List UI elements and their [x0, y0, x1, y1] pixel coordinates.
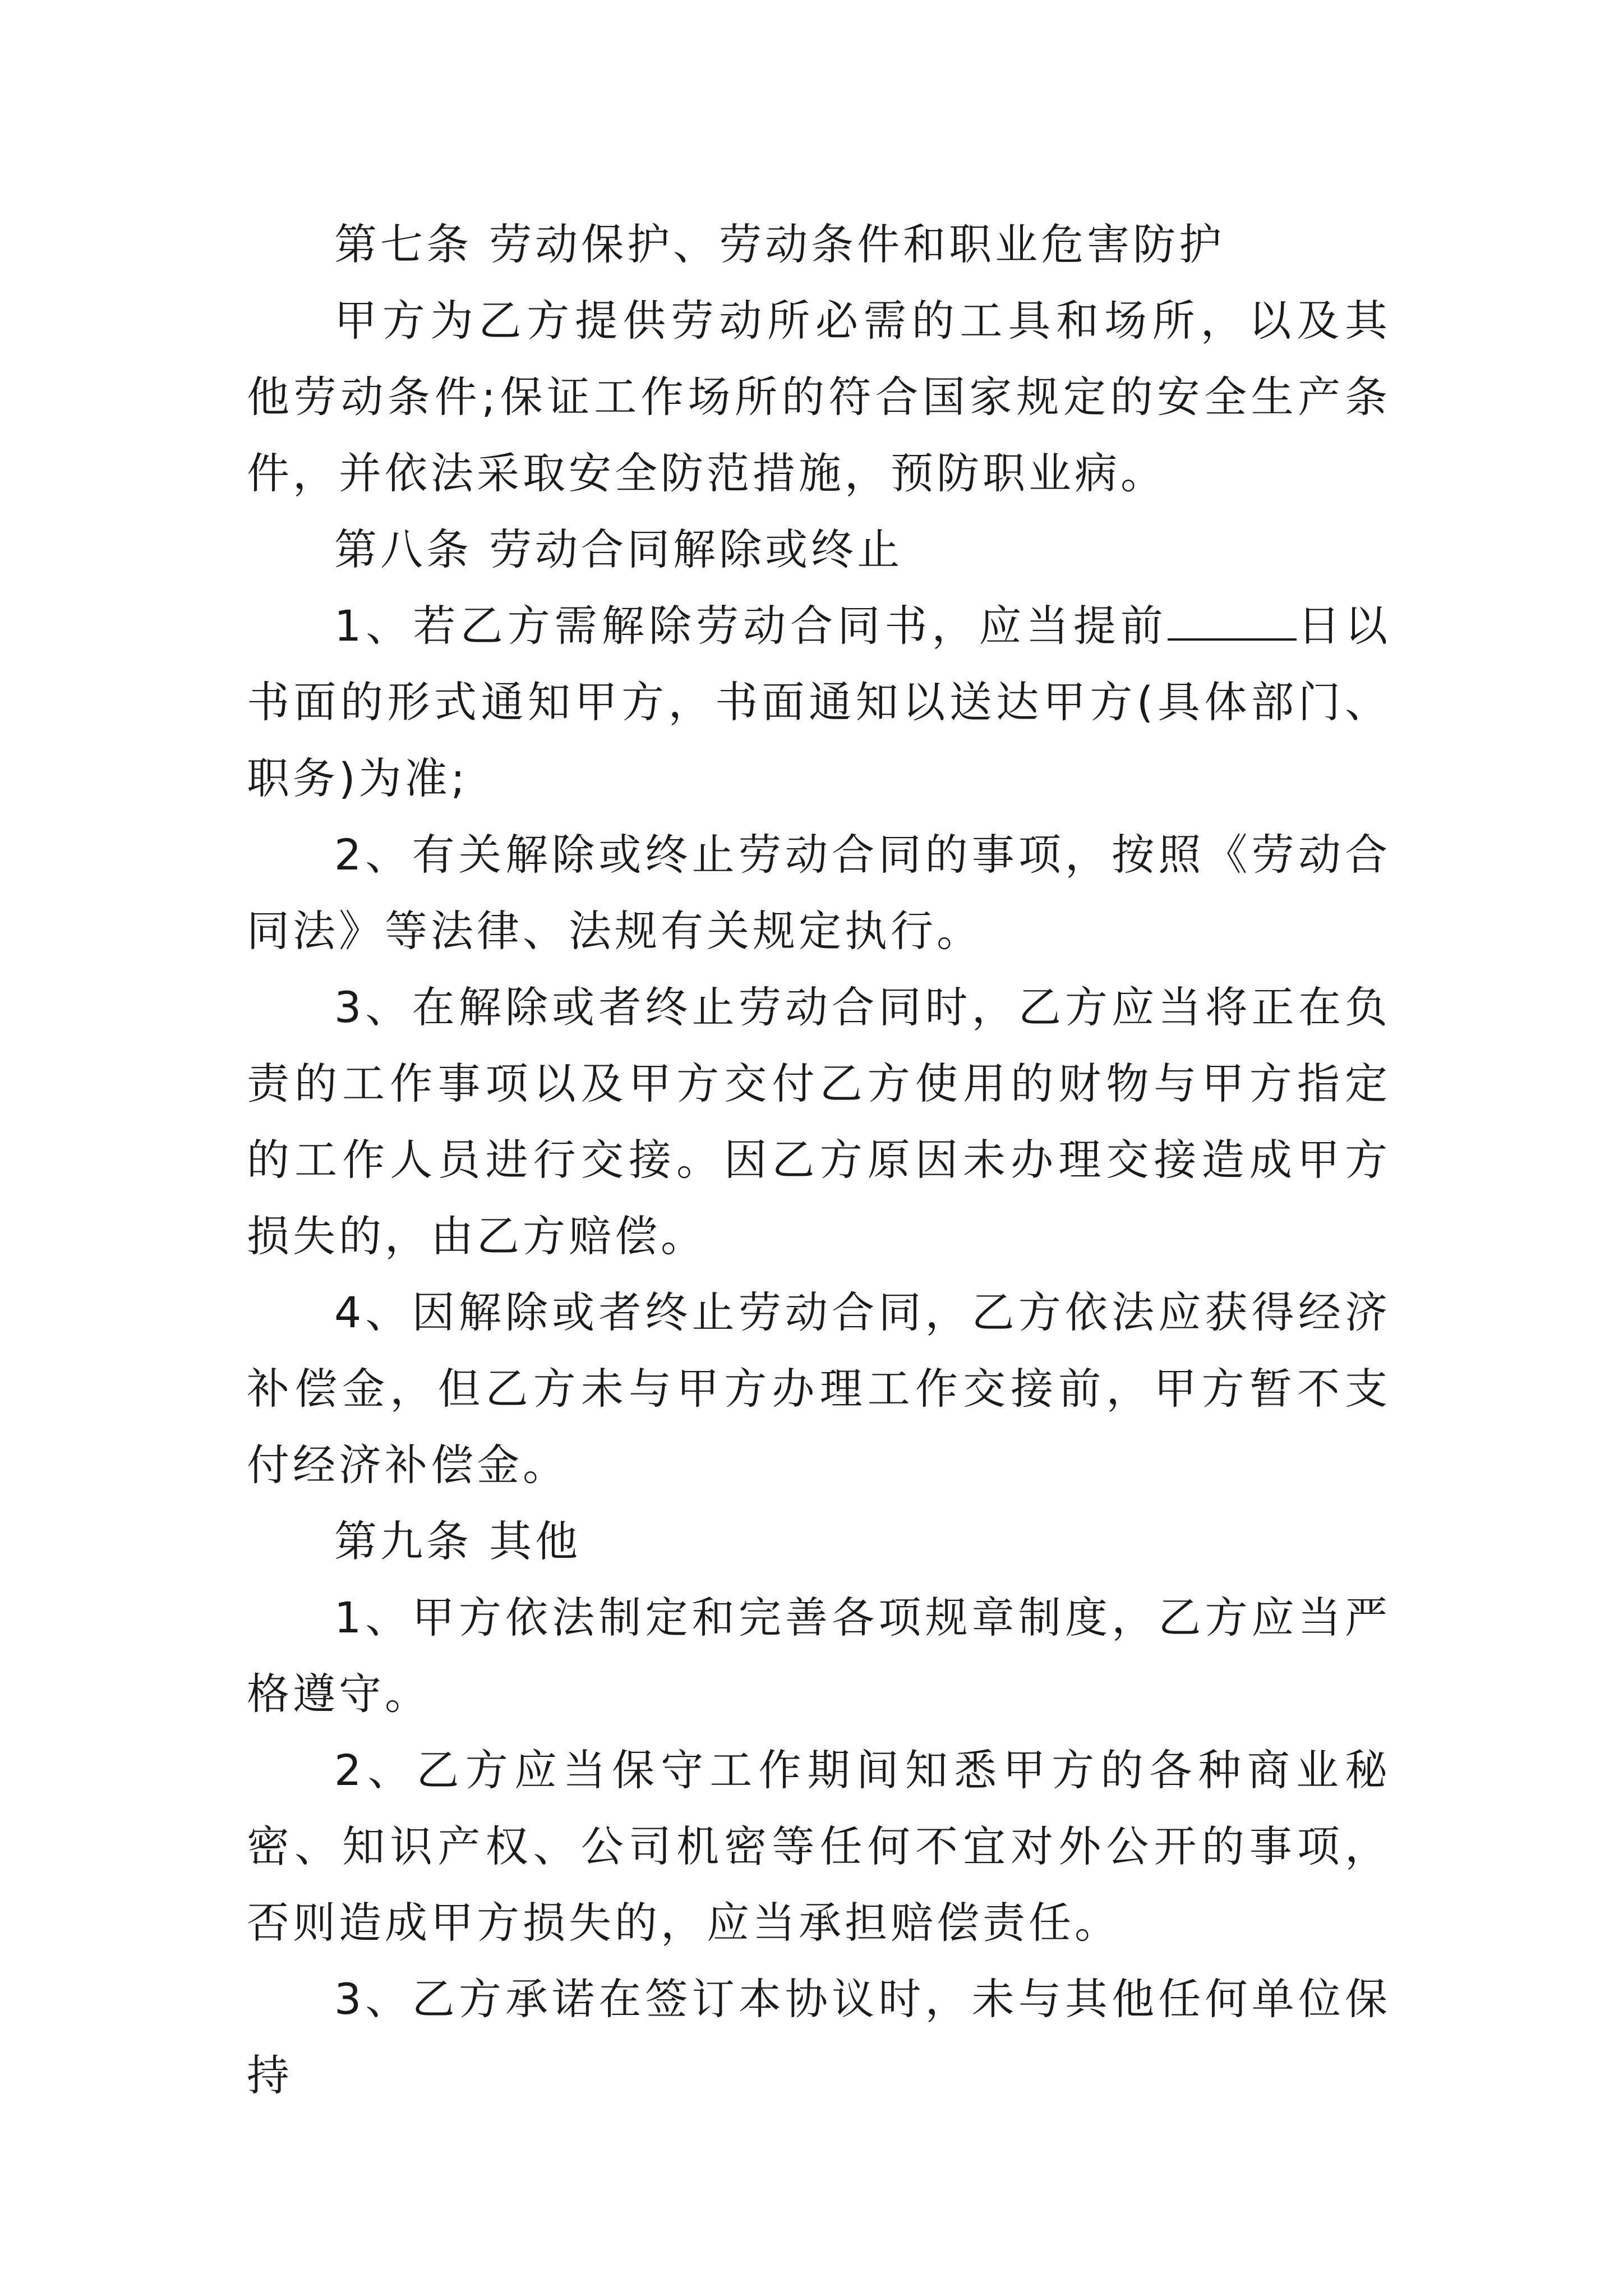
article-9-item-3: 3、乙方承诺在签订本协议时，未与其他任何单位保持 — [247, 1974, 1391, 2100]
article-8-item-2: 2、有关解除或终止劳动合同的事项，按照《劳动合同法》等法律、法规有关规定执行。 — [247, 830, 1391, 956]
article-8-heading: 第八条 劳动合同解除或终止 — [334, 524, 903, 574]
article-8-item-1 — [247, 588, 1391, 817]
page-body — [247, 206, 1391, 2114]
article-7-body: 甲方为乙方提供劳动所必需的工具和场所，以及其他劳动条件;保证工作场所的符合国家规定的安全生产条件，并依法采取安全防范措施，预防职业病。 — [247, 296, 1391, 498]
article-8-item-1-text-after: 日以书面的形式通知甲方，书面通知以送达甲方(具体部门、职务)为准; — [247, 601, 1391, 803]
article-8-item-3: 3、在解除或者终止劳动合同时，乙方应当将正在负责的工作事项以及甲方交付乙方使用的财物与甲方指定的工作人员进行交接。因乙方原因未办理交接造成甲方损失的，由乙方赔偿。 — [247, 982, 1391, 1261]
article-9-item-1: 1、甲方依法制定和完善各项规章制度，乙方应当严格遵守。 — [247, 1593, 1391, 1719]
fill-in-blank — [1168, 599, 1297, 641]
article-8-item-4: 4、因解除或者终止劳动合同，乙方依法应获得经济补偿金，但乙方未与甲方办理工作交接前，甲方暂不支付经济补偿金。 — [247, 1287, 1391, 1490]
article-9-item-2: 2、乙方应当保守工作期间知悉甲方的各种商业秘密、知识产权、公司机密等任何不宜对外公开的事项，否则造成甲方损失的，应当承担赔偿责任。 — [247, 1745, 1391, 1948]
article-9-heading: 第九条 其他 — [334, 1516, 582, 1566]
article-8-item-1-text-before: 1、若乙方需解除劳动合同书，应当提前 — [334, 601, 1168, 651]
article-7-heading: 第七条 劳动保护、劳动条件和职业危害防护 — [334, 219, 1225, 269]
